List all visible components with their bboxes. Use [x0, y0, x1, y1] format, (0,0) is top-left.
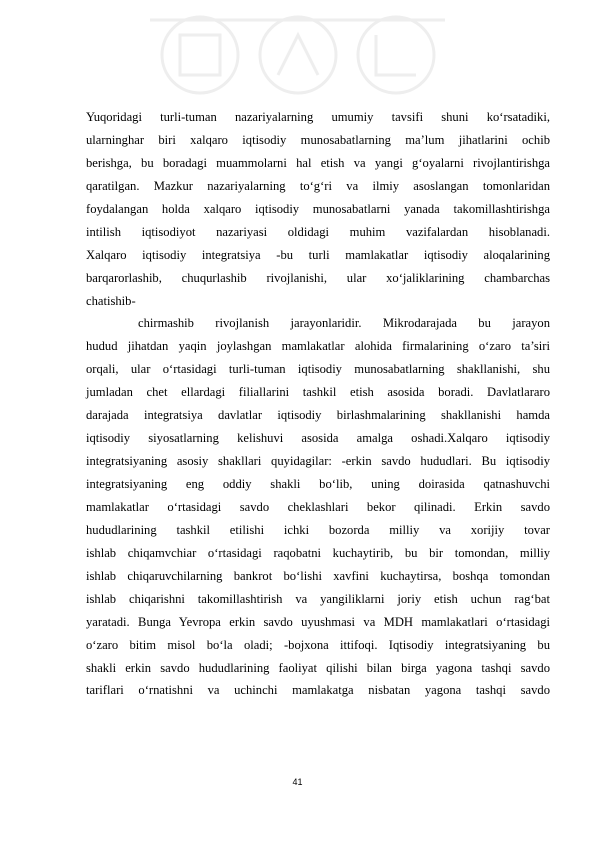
text-line: iqtisodiy siyosatlarning kelishuvi asosida amalga oshadi.Xalqaro iqtisodiy	[86, 431, 550, 446]
text-line: darajada integratsiya davlatlar iqtisodiy birlashmalarining shakllanishi hamda	[86, 408, 550, 423]
text-line: barqarorlashib, chuqurlashib rivojlanishi, ular xo‘jaliklarining chambarchas	[86, 270, 550, 285]
text-line: qaratilgan. Mazkur nazariyalarning to‘g‘ri va ilmiy asoslangan tomonlaridan	[86, 178, 550, 193]
text-line: yaratadi. Bunga Yevropa erkin savdo uyushmasi va MDH mamlakatlari o‘rtasidagi	[86, 614, 550, 629]
text-line: integratsiyaning eng oddiy shakli bo‘lib, uning doirasida qatnashuvchi	[86, 477, 550, 491]
text-line: hudud jihatdan yaqin joylashgan mamlakatlar alohida firmalarining o‘zaro ta’siri	[86, 339, 550, 354]
text-line: chatishib-	[86, 293, 136, 308]
text-line: berishga, bu boradagi muammolarni hal etish va yangi g‘oyalarni rivojlantirishga	[86, 155, 550, 170]
text-line: Yuqoridagi turli-tuman nazariyalarning umumiy tavsifi shuni ko‘rsatadiki,	[86, 110, 550, 124]
text-line: jumladan chet ellardagi filiallarini tashkil etish asosida boradi. Davlatlararo	[86, 385, 550, 400]
text-line: ishlab chiqarishni takomillashtirish va yangiliklarni joriy etish uchun rag‘bat	[86, 591, 550, 606]
text-line: shakli erkin savdo hududlarining faoliyat qilishi bilan birga yagona tashqi savdo	[86, 660, 550, 675]
text-line: hududlarining tashkil etilishi ichki bozorda milliy va xorijiy tovar	[86, 522, 550, 537]
text-line: orqali, ular o‘rtasidagi turli-tuman iqtisodiy munosabatlarning shakllanishi, shu	[86, 362, 550, 377]
text-line: ishlab chiqamvchiar o‘rtasidagi raqobatni kuchaytirib, bu bir tomondan, milliy	[86, 545, 550, 560]
text-line: ularninghar biri xalqaro iqtisodiy munosabatlarning ma’lum jihatlarini ochib	[86, 132, 550, 147]
text-line: chirmashib rivojlanish jarayonlaridir. Mikrodarajada bu jarayon	[138, 316, 550, 331]
text-line: integratsiyaning asosiy shakllari quyidagilar: -erkin savdo hududlari. Bu iqtisodiy	[86, 454, 550, 469]
document-text	[86, 106, 550, 702]
text-line: foydalangan holda xalqaro iqtisodiy munosabatlarni yanada takomillashtirishga	[86, 201, 550, 216]
text-line: Xalqaro iqtisodiy integratsiya -bu turli mamlakatlar iqtisodiy aloqalarining	[86, 247, 550, 262]
text-line: tariflari o‘rnatishni va uchinchi mamlakatga nisbatan yagona tashqi savdo	[86, 683, 550, 698]
text-line: o‘zaro bitim misol bo‘la oladi; -bojxona ittifoqi. Iqtisodiy integratsiyaning bu	[86, 637, 550, 652]
page-number: 41	[292, 777, 303, 787]
text-line: intilish iqtisodiyot nazariyasi oldidagi muhim vazifalardan hisoblanadi.	[86, 224, 550, 239]
text-line: ishlab chiqaruvchilarning bankrot bo‘lishi xavfini kuchaytirsa, boshqa tomondan	[86, 568, 550, 583]
text-line: mamlakatlar o‘rtasidagi savdo cheklashlari bekor qilinadi. Erkin savdo	[86, 499, 550, 514]
